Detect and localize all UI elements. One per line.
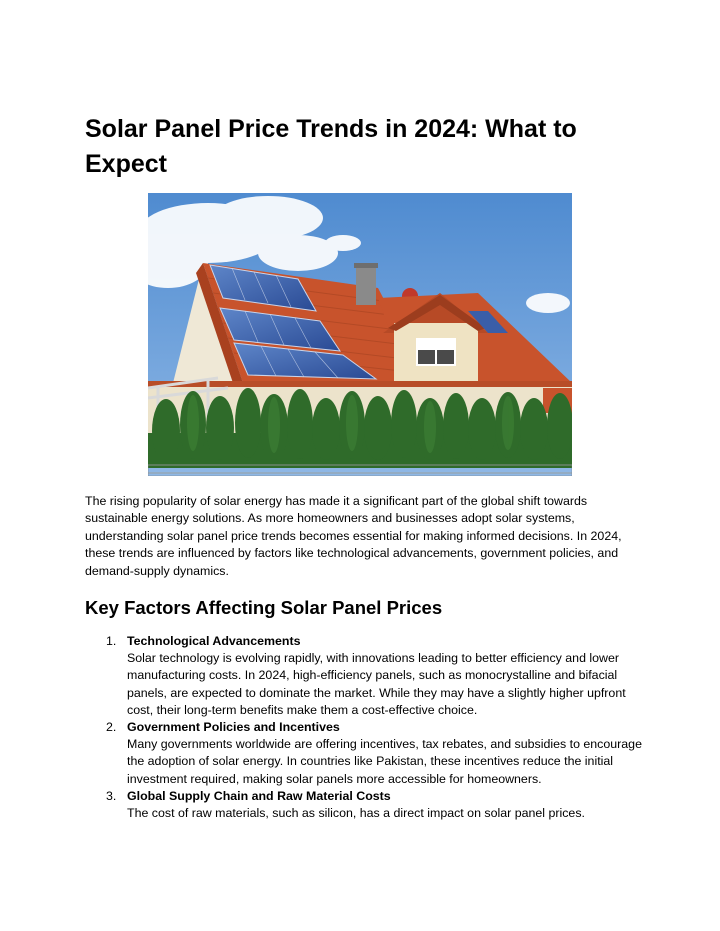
list-item xyxy=(85,719,645,788)
factors-list xyxy=(85,633,645,822)
page-title: Solar Panel Price Trends in 2024: What to Expect xyxy=(85,115,577,178)
house-illustration xyxy=(148,193,572,476)
list-item xyxy=(85,633,645,719)
list-item-title: Government Policies and Incentives xyxy=(127,720,340,735)
chimney xyxy=(356,265,376,305)
list-item-body: The cost of raw materials, such as silicon, has a direct impact on solar panel prices. xyxy=(127,806,585,821)
section-heading: Key Factors Affecting Solar Panel Prices xyxy=(85,597,443,618)
list-item-body: Solar technology is evolving rapidly, with innovations leading to better efficiency and lower manufacturing costs. In 2024, high-efficiency panels, such as monocrystalline and bifacial panels, are expected to dominate the market. While they may have a slightly higher upfront cost, their long-term benefits make them a cost-effective choice. xyxy=(127,651,626,717)
list-item xyxy=(85,788,645,822)
list-number: 1. xyxy=(106,634,117,648)
list-number: 3. xyxy=(106,788,117,803)
house-solar-photo xyxy=(148,193,572,476)
intro-paragraph: The rising popularity of solar energy has made it a significant part of the global shift towards sustainable energy solutions. As more homeowners and businesses adopt solar systems, understanding solar panel price trends becomes essential for making informed decisions. In 2024, these trends are influenced by factors like technological advancements, government policies, and demand-supply dynamics. xyxy=(85,494,622,578)
list-item-body: Many governments worldwide are offering incentives, tax rebates, and subsidies to encourage the adoption of solar energy. In countries like Pakistan, these incentives reduce the initial investment required, making solar panels more accessible for homeowners. xyxy=(127,737,642,786)
list-item-title: Global Supply Chain and Raw Material Costs xyxy=(127,788,391,803)
list-number: 2. xyxy=(106,720,117,735)
list-item-title: Technological Advancements xyxy=(127,634,301,648)
